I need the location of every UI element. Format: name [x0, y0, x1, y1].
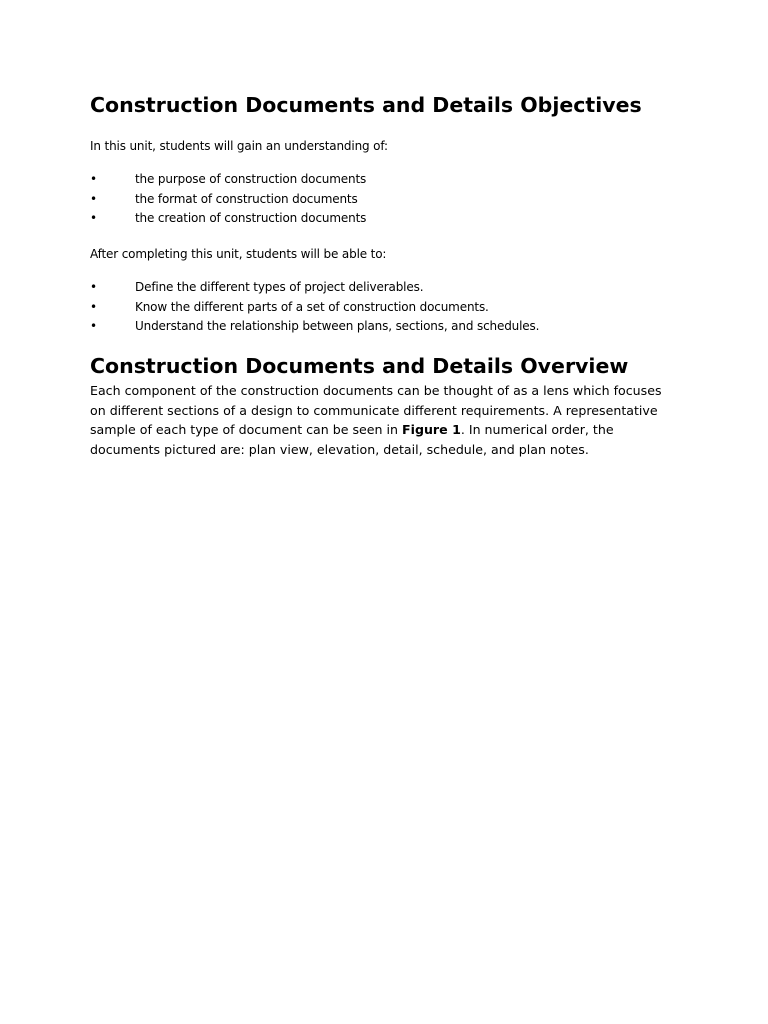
list-item: [90, 298, 539, 318]
bullet-icon: •: [90, 191, 97, 206]
understanding-intro: In this unit, students will gain an understanding of:: [90, 139, 388, 153]
overview-heading: Construction Documents and Details Overview: [90, 354, 629, 378]
paragraph-text: . In numerical order, the: [460, 422, 614, 437]
list-item: [90, 170, 366, 190]
overview-paragraph: [90, 381, 680, 459]
paragraph-text: sample of each type of document can be seen in: [90, 422, 403, 437]
bullet-icon: •: [90, 280, 97, 294]
able-intro: After completing this unit, students will be able to:: [90, 247, 387, 261]
bullet-icon: •: [90, 172, 97, 186]
bullet-icon: •: [90, 299, 97, 314]
paragraph-line: [90, 420, 680, 440]
paragraph-line: on different sections of a design to communicate different requirements. A representative: [90, 402, 658, 418]
list-item-text: the creation of construction documents: [135, 211, 367, 225]
understanding-list: [90, 170, 366, 229]
list-item: [90, 190, 366, 210]
figure-reference: Figure 1: [402, 422, 461, 437]
list-item-text: the format of construction documents: [135, 191, 358, 206]
bullet-icon: •: [90, 211, 97, 225]
list-item-text: Define the different types of project deliverables.: [135, 280, 424, 294]
able-list: [90, 278, 539, 337]
list-item: [90, 317, 539, 337]
paragraph-line: Each component of the construction documents can be thought of as a lens which focuses: [90, 383, 662, 398]
list-item: [90, 209, 366, 229]
objectives-heading: Construction Documents and Details Objectives: [90, 93, 642, 117]
list-item-text: the purpose of construction documents: [135, 172, 367, 186]
bullet-icon: •: [90, 319, 97, 333]
paragraph-line: documents pictured are: plan view, elevation, detail, schedule, and plan notes.: [90, 441, 589, 457]
list-item-text: Know the different parts of a set of construction documents.: [135, 299, 489, 314]
list-item-text: Understand the relationship between plans, sections, and schedules.: [135, 319, 540, 333]
list-item: [90, 278, 539, 298]
